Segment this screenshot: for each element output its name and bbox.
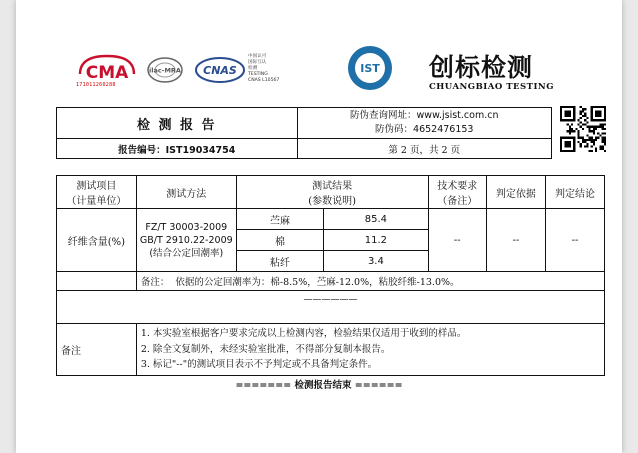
cnas-logo xyxy=(194,56,246,84)
fiber-name: 苎麻 xyxy=(236,209,323,230)
fiber-name: 粘纤 xyxy=(236,251,323,272)
qr-code xyxy=(560,103,606,155)
item-name: 纤维含量(%) xyxy=(57,209,137,272)
report-title: 检 测 报 告 xyxy=(57,108,298,139)
brand-name-cn: 创标检测 xyxy=(429,53,534,82)
remark-item: 2. 除全文复制外，未经实验室批准，不得部分复制本报告。 xyxy=(140,343,391,355)
remarks-label: 备注 xyxy=(57,324,137,376)
cma-mark: CMA xyxy=(85,63,129,83)
remarks-list xyxy=(136,324,604,376)
ist-text: IST xyxy=(360,62,380,75)
col-conclusion-header: 判定结论 xyxy=(545,176,604,209)
fiber-value: 85.4 xyxy=(324,209,428,230)
cnas-text: CNAS xyxy=(203,64,237,77)
ilac-text: ilac-MRA xyxy=(149,66,181,75)
col-method-header: 测试方法 xyxy=(136,176,236,209)
remark-item: 3. 标记"--"的测试项目表示不予判定或不具备判定条件。 xyxy=(140,359,378,371)
requirement-value: -- xyxy=(428,209,486,272)
fiber-value: 11.2 xyxy=(324,230,428,251)
basis-value: -- xyxy=(486,209,545,272)
ilac-mra-logo xyxy=(146,56,184,84)
report-header-table xyxy=(56,107,552,159)
col-req-header: 技术要求 （备注） xyxy=(428,176,486,209)
ist-logo xyxy=(346,44,394,92)
cma-number: 171011260288 xyxy=(76,82,116,88)
page-info: 第 2 页，共 2 页 xyxy=(297,139,552,159)
test-results-table xyxy=(56,175,605,376)
conclusion-value: -- xyxy=(545,209,604,272)
col-result-header: 测试结果 (参数说明) xyxy=(236,176,428,209)
brand-name-en: CHUANGBIAO TESTING xyxy=(429,82,554,92)
anti-fake-info: 防伪查询网址：www.jsist.com.cn 防伪码：4652476153 xyxy=(297,108,552,139)
report-page xyxy=(16,0,622,453)
report-end: ======= 检测报告结束 ====== xyxy=(235,380,403,391)
blank-separator: —————— xyxy=(57,291,605,324)
col-basis-header: 判定依据 xyxy=(486,176,545,209)
remark-item: 1. 本实验室根据客户要求完成以上检测内容，检验结果仅适用于收到的样品。 xyxy=(140,328,467,340)
cnas-caption: 中国认可 国际互认 检测 TESTING CNAS L10567 xyxy=(248,54,280,83)
fiber-name: 棉 xyxy=(236,230,323,251)
fiber-value: 3.4 xyxy=(324,251,428,272)
accreditation-logos xyxy=(76,52,306,92)
result-note: 备注： 依据的公定回潮率为：棉-8.5%，苎麻-12.0%，粘胶纤维-13.0%。 xyxy=(136,272,604,291)
col-item-header: 测试项目 （计量单位） xyxy=(57,176,137,209)
test-method: FZ/T 30003-2009 GB/T 2910.22-2009 (结合公定回潮率) xyxy=(136,209,236,272)
report-number: 报告编号：IST19034754 xyxy=(57,139,298,159)
